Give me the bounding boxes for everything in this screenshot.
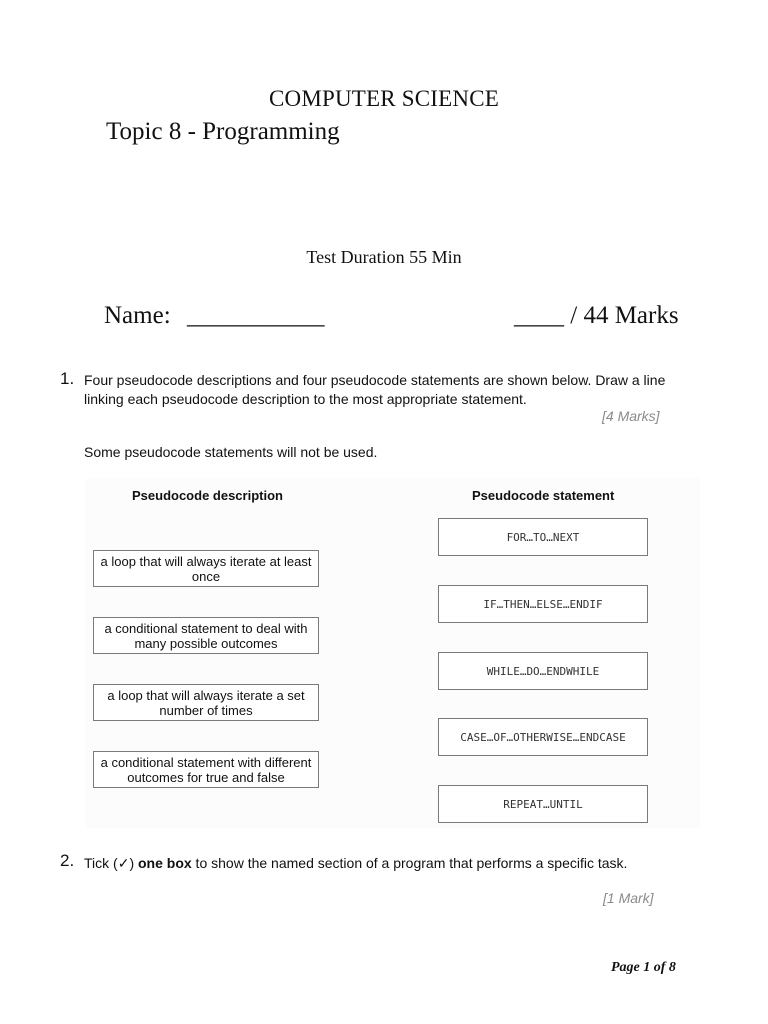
statement-box[interactable] bbox=[438, 718, 648, 756]
description-box[interactable] bbox=[93, 684, 319, 721]
statement-box[interactable] bbox=[438, 585, 648, 623]
description-text: a conditional statement to deal with many possible outcomes bbox=[104, 620, 308, 651]
total-marks: ____ / 44 Marks bbox=[514, 302, 679, 329]
statement-text: WHILE…DO…ENDWHILE bbox=[486, 664, 600, 678]
name-blank: ___________ bbox=[187, 302, 325, 329]
question-1-text-line-1: Four pseudocode descriptions and four pseudocode statements are shown below. Draw a line bbox=[84, 372, 666, 388]
statement-text: IF…THEN…ELSE…ENDIF bbox=[483, 597, 603, 611]
topic-title: Topic 8 - Programming bbox=[106, 118, 340, 145]
description-box[interactable] bbox=[93, 617, 319, 654]
question-2-text-mid: ) bbox=[129, 855, 138, 871]
question-2-text-after: to show the named section of a program that performs a specific task. bbox=[191, 855, 628, 871]
page-number: Page 1 of 8 bbox=[611, 960, 676, 975]
question-1-number: 1. bbox=[60, 369, 75, 388]
description-text: a conditional statement with different outcomes for true and false bbox=[100, 754, 312, 785]
description-text: a loop that will always iterate a set number of times bbox=[107, 687, 305, 718]
subject-title: COMPUTER SCIENCE bbox=[268, 86, 500, 111]
statement-box[interactable] bbox=[438, 652, 648, 690]
matching-figure bbox=[86, 478, 700, 828]
statement-text: REPEAT…UNTIL bbox=[503, 797, 583, 811]
question-2-number: 2. bbox=[60, 851, 75, 870]
name-label: Name: bbox=[104, 302, 171, 329]
question-1-note: Some pseudocode statements will not be used. bbox=[84, 444, 378, 460]
statement-heading: Pseudocode statement bbox=[472, 488, 615, 503]
question-1-text-line-2: linking each pseudocode description to the most appropriate statement. bbox=[84, 391, 527, 407]
question-2-text bbox=[84, 854, 627, 873]
description-box[interactable] bbox=[93, 550, 319, 587]
description-text: a loop that will always iterate at least once bbox=[100, 553, 312, 584]
description-box[interactable] bbox=[93, 751, 319, 788]
statement-box[interactable] bbox=[438, 518, 648, 556]
question-1-marks: [4 Marks] bbox=[602, 408, 660, 424]
statement-text: FOR…TO…NEXT bbox=[506, 530, 580, 544]
test-duration: Test Duration 55 Min bbox=[306, 247, 462, 267]
statement-text: CASE…OF…OTHERWISE…ENDCASE bbox=[460, 730, 626, 744]
question-2-emphasis: one box bbox=[138, 855, 192, 871]
description-heading: Pseudocode description bbox=[132, 488, 283, 503]
question-2-text-before: Tick ( bbox=[84, 855, 118, 871]
tick-mark-icon: ✓ bbox=[117, 855, 130, 871]
statement-box[interactable] bbox=[438, 785, 648, 823]
question-2-marks: [1 Mark] bbox=[603, 890, 654, 906]
